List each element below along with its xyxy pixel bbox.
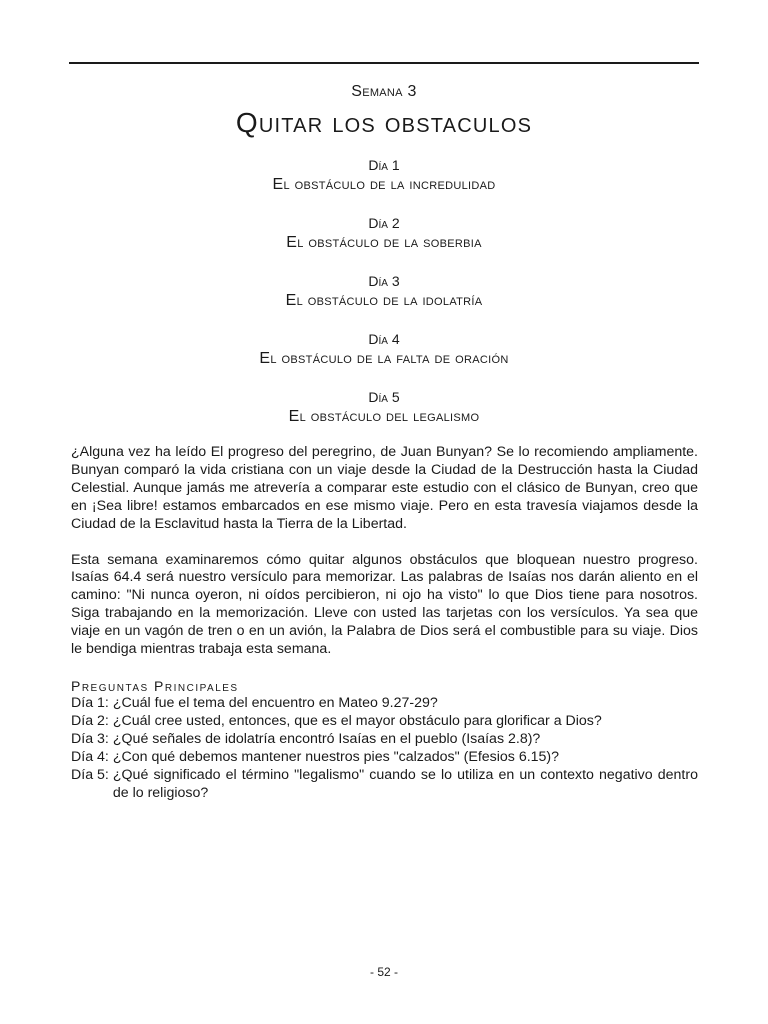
day-title: El obstáculo de la incredulidad	[272, 176, 496, 193]
day-label: Día 1	[368, 157, 400, 173]
day-title: El obstáculo de la falta de oración	[259, 350, 509, 367]
day-item	[69, 272, 699, 330]
question-text: ¿Qué señales de idolatría encontró Isaías en el pueblo (Isaías 2.8)?	[112, 730, 541, 747]
intro-paragraph: Esta semana examinaremos cómo quitar algunos obstáculos que bloquean nuestro progreso. Isaías 64.4 será nuestro versículo para memorizar. Las palabras de Isaías nos darán aliento en el camino: "Ni nunca oyeron, ni oídos percibieron, ni ojo ha visto" lo que Dios tiene para nosotros. Siga trabajando en la memorización. Lleve con usted las tarjetas con los versículos. Ya sea que viaje en un vagón de tren o en un avión, la Palabra de Dios será el combustible para su viaje. Dios le bendiga mientras trabaja esta semana.	[71, 551, 698, 658]
question-day: Día 5:	[71, 766, 109, 783]
question-text: ¿Cuál cree usted, entonces, que es el mayor obstáculo para glorificar a Dios?	[112, 712, 602, 729]
day-label: Día 5	[368, 389, 400, 405]
day-label: Día 3	[368, 273, 400, 289]
day-item	[69, 214, 699, 272]
day-title: El obstáculo de la soberbia	[286, 234, 482, 251]
week-header	[69, 80, 699, 142]
day-item	[69, 330, 699, 388]
key-questions	[71, 677, 698, 802]
day-label: Día 4	[368, 331, 400, 347]
top-rule	[69, 62, 699, 64]
question-item	[71, 695, 698, 713]
question-day: Día 2:	[71, 712, 109, 729]
question-item	[71, 731, 698, 749]
week-title: Quitar los obstaculos	[235, 107, 533, 138]
day-item	[69, 156, 699, 214]
question-text: ¿Cuál fue el tema del encuentro en Mateo 9.27-29?	[112, 694, 438, 711]
question-day: Día 1:	[71, 694, 109, 711]
intro-paragraph: ¿Alguna vez ha leído El progreso del peregrino, de Juan Bunyan? Se lo recomiendo ampliamente. Bunyan comparó la vida cristiana con un viaje desde la Ciudad de la Destrucción hasta la Ciudad Celestial. Aunque jamás me atrevería a comparar este estudio con el clásico de Bunyan, creo que en ¡Sea libre! estamos embarcados en ese mismo viaje. Pero en esta travesía viajamos desde la Ciudad de la Esclavitud hasta la Tierra de la Libertad.	[71, 444, 698, 532]
day-label: Día 2	[368, 215, 400, 231]
question-text: ¿Con qué debemos mantener nuestros pies "calzados" (Efesios 6.15)?	[112, 748, 560, 765]
question-item	[71, 749, 698, 767]
day-list	[69, 156, 699, 446]
question-text: ¿Qué significado el término "legalismo" cuando se lo utiliza en un contexto negativo dentro de lo religioso?	[112, 766, 698, 801]
question-item	[71, 713, 698, 731]
question-item	[71, 767, 698, 803]
question-day: Día 3:	[71, 730, 109, 747]
page-number: - 52 -	[369, 965, 398, 979]
day-item	[69, 388, 699, 446]
week-label: Semana 3	[351, 83, 417, 100]
question-day: Día 4:	[71, 748, 109, 765]
body-text	[71, 444, 698, 802]
day-title: El obstáculo del legalismo	[288, 408, 480, 425]
day-title: El obstáculo de la idolatría	[285, 292, 483, 309]
questions-heading: Preguntas Principales	[71, 677, 239, 694]
